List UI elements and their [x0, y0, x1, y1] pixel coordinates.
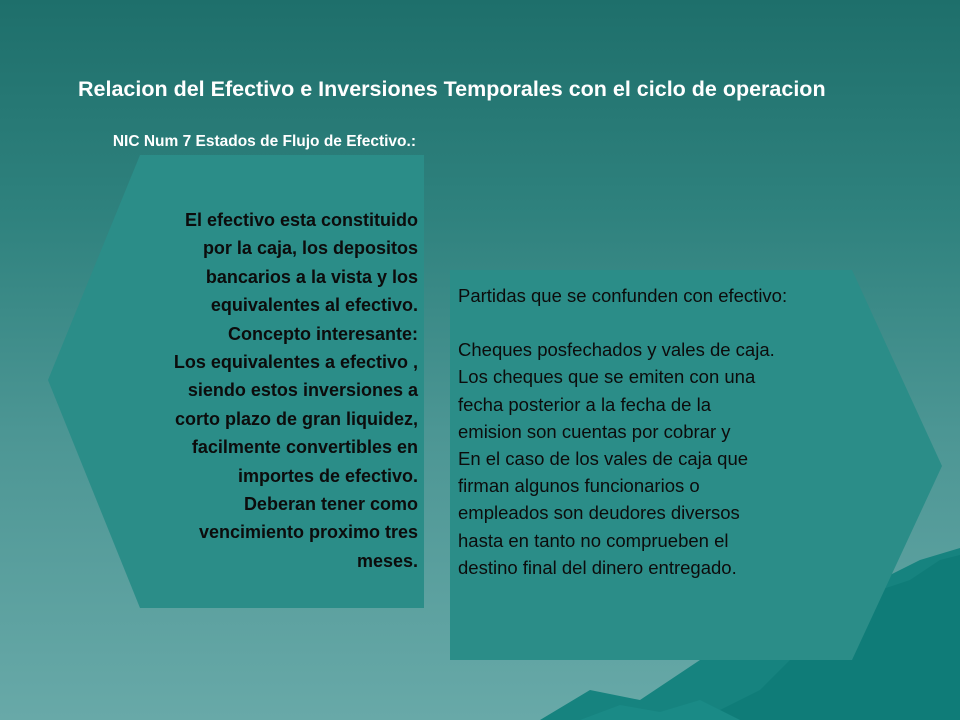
left-panel-body: El efectivo esta constituido por la caja, los depositos bancarios a la vista y los equivalentes al efectivo. Concepto interesante: Los equivalentes a efectivo , siendo estos inversiones a corto plazo de gran liquidez, facilmente convertibles en importes de efectivo. Deberan tener como vencimiento proximo tres meses. — [173, 210, 418, 571]
right-panel-body: Cheques posfechados y vales de caja. Los cheques que se emiten con una fecha posterior a la fecha de la emision son cuentas por cobrar y En el caso de los vales de caja que firman algunos funcionarios o empleados son deudores diversos hasta en tanto no comprueben el destino final del dinero entregado. — [458, 339, 775, 578]
right-panel — [458, 282, 898, 581]
left-panel-heading: NIC Num 7 Estados de Flujo de Efectivo.: — [112, 133, 416, 150]
paragraph-spacer — [458, 309, 898, 336]
slide-title: Relacion del Efectivo e Inversiones Temporales con el ciclo de operacion — [78, 77, 826, 101]
right-panel-intro: Partidas que se confunden con efectivo: — [458, 285, 788, 306]
